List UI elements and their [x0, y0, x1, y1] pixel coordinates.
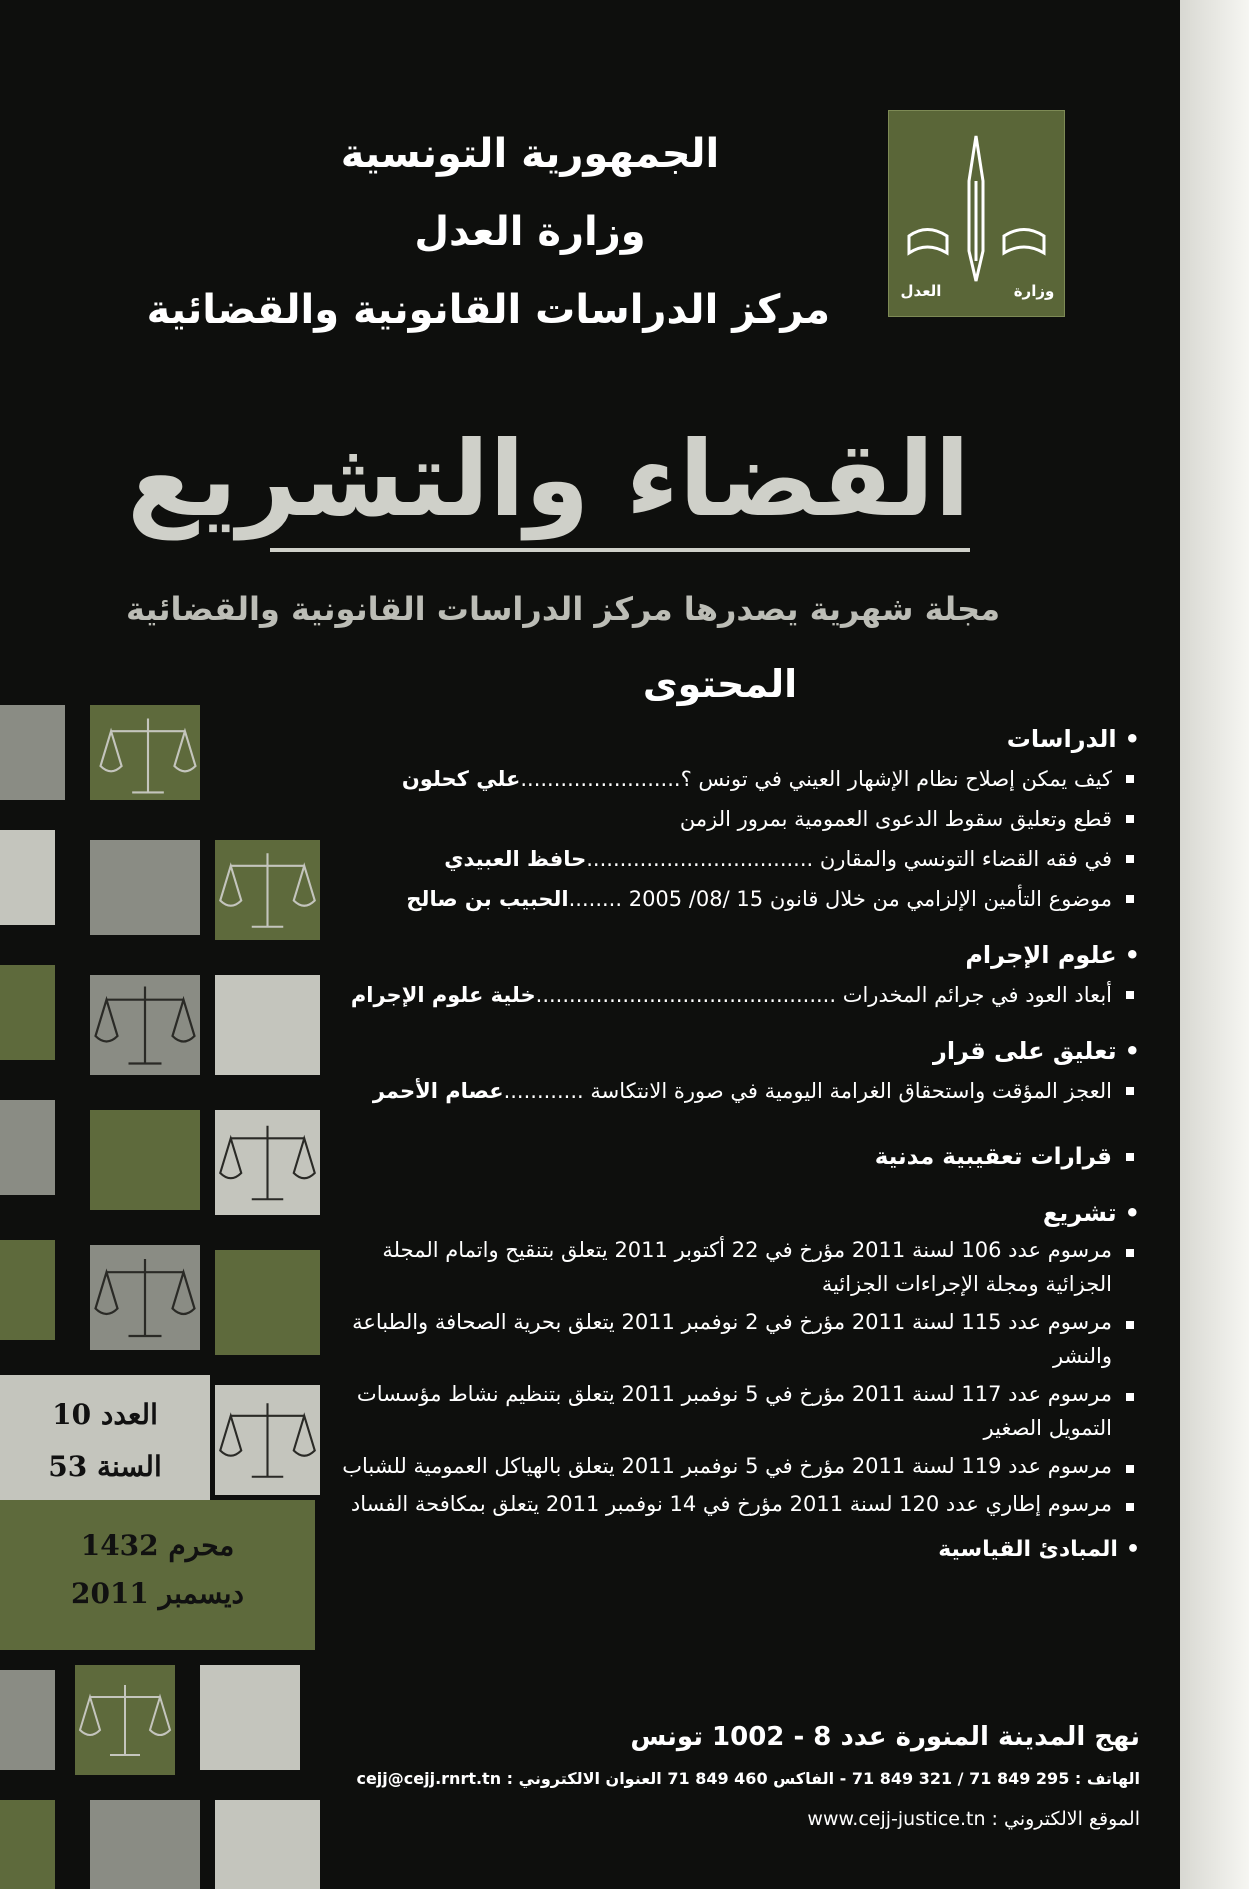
decor-tile	[0, 830, 55, 925]
decor-tile	[0, 1240, 55, 1340]
gregorian-date: ديسمبر 2011	[70, 1577, 244, 1610]
toc-item: مرسوم إطاري عدد 120 لسنة 2011 مؤرخ في 14 نوفمبر 2011 يتعلق بمكافحة الفساد	[330, 1487, 1140, 1521]
table-of-contents	[330, 715, 1140, 1568]
decor-tile	[90, 840, 200, 935]
issue-info	[0, 1375, 210, 1510]
toc-item: كيف يمكن إصلاح نظام الإشهار العيني في تونس ؟........................علي كحلون	[330, 759, 1140, 799]
pen-and-books-icon	[889, 111, 1064, 316]
decor-tile-scales	[215, 1110, 320, 1215]
issue-year: السنة 53	[48, 1450, 162, 1483]
decor-tile	[0, 965, 55, 1060]
scales-of-justice-icon	[75, 1665, 175, 1775]
decor-tile	[0, 1100, 55, 1195]
postal-address: نهج المدينة المنورة عدد 8 - 1002 تونس	[630, 1722, 1140, 1752]
article-author: علي كحلون	[401, 767, 521, 791]
country-name: الجمهورية التونسية	[340, 131, 720, 177]
scales-of-justice-icon	[215, 1385, 320, 1495]
scales-of-justice-icon	[215, 840, 320, 940]
publisher-header	[146, 115, 830, 349]
section-standard-principles: • المبادئ القياسية	[330, 1537, 1140, 1562]
section-studies: • الدراسات	[330, 725, 1140, 753]
scales-of-justice-icon	[215, 1110, 320, 1215]
emblem-left-text: وزارة	[1013, 282, 1055, 300]
decor-tile-scales	[215, 840, 320, 940]
article-author: الحبيب بن صالح	[406, 887, 569, 911]
toc-item: مرسوم عدد 119 لسنة 2011 مؤرخ في 5 نوفمبر 2011 يتعلق بالهياكل العمومية للشباب	[330, 1449, 1140, 1483]
issue-number: العدد 10	[52, 1398, 158, 1431]
decor-tile	[0, 1800, 55, 1889]
decor-tile	[0, 1670, 55, 1770]
toc-item: مرسوم عدد 117 لسنة 2011 مؤرخ في 5 نوفمبر 2011 يتعلق بتنظيم نشاط مؤسسات التمويل الصغير	[330, 1377, 1140, 1445]
article-author: خلية علوم الإجرام	[350, 983, 536, 1007]
decor-tile-scales	[75, 1665, 175, 1775]
toc-item: قطع وتعليق سقوط الدعوى العمومية بمرور الزمن	[330, 799, 1140, 839]
hijri-date: محرم 1432	[80, 1529, 235, 1562]
ministry-name: وزارة العدل	[414, 209, 646, 255]
toc-item: أبعاد العود في جرائم المخدرات .............................................خلية علوم الإجرام	[330, 975, 1140, 1015]
journal-subtitle: مجلة شهرية يصدرها مركز الدراسات القانونية والقضائية	[125, 590, 1000, 628]
decor-tile-scales	[90, 1245, 200, 1350]
article-author: عصام الأحمر	[372, 1079, 504, 1103]
website-line: الموقع الالكتروني : www.cejj-justice.tn	[807, 1808, 1140, 1830]
decor-tile	[90, 1110, 200, 1210]
page-edge	[1180, 0, 1249, 1889]
toc-item: العجز المؤقت واستحقاق الغرامة اليومية في صورة الانتكاسة ............عصام الأحمر	[330, 1071, 1140, 1111]
scales-of-justice-icon	[93, 708, 203, 803]
section-case-commentary: • تعليق على قرار	[330, 1037, 1140, 1065]
decor-tile-scales	[90, 975, 200, 1075]
contact-footer	[320, 1715, 1140, 1839]
contents-heading: المحتوى	[642, 662, 798, 706]
toc-item-civil-cassation: قرارات تعقيبية مدنية	[330, 1137, 1140, 1177]
decor-tile-scales	[215, 1385, 320, 1495]
article-author: حافظ العبيدي	[444, 847, 587, 871]
journal-title: القضاء والتشريع	[127, 418, 970, 540]
section-legislation: • تشريع	[330, 1199, 1140, 1227]
decor-tile-scales	[93, 708, 203, 803]
toc-item: مرسوم عدد 106 لسنة 2011 مؤرخ في 22 أكتوبر 2011 يتعلق بتنقيح واتمام المجلة الجزائية ومجلة الإجراءات الجزائية	[330, 1233, 1140, 1301]
toc-item: مرسوم عدد 115 لسنة 2011 مؤرخ في 2 نوفمبر 2011 يتعلق بحرية الصحافة والطباعة والنشر	[330, 1305, 1140, 1373]
scales-of-justice-icon	[90, 1245, 200, 1350]
issue-date	[0, 1500, 315, 1650]
decor-tile	[0, 705, 65, 800]
ministry-emblem	[888, 110, 1065, 317]
decor-tile	[215, 1250, 320, 1355]
decor-tile	[215, 1800, 320, 1889]
decor-tile	[200, 1665, 300, 1770]
emblem-right-text: العدل	[900, 282, 942, 300]
decor-tile	[215, 975, 320, 1075]
toc-item: في فقه القضاء التونسي والمقارن ..................................حافظ العبيدي	[330, 839, 1140, 879]
center-name: مركز الدراسات القانونية والقضائية	[146, 287, 830, 333]
decor-tile	[90, 1800, 200, 1889]
toc-item: موضوع التأمين الإلزامي من خلال قانون 15 /08/ 2005 ........الحبيب بن صالح	[330, 879, 1140, 919]
title-underline	[270, 548, 970, 552]
section-criminology: • علوم الإجرام	[330, 941, 1140, 969]
scales-of-justice-icon	[90, 975, 200, 1075]
contact-numbers: الهاتف : 295 849 71 / 321 849 71 - الفاكس 460 849 71 العنوان الالكتروني : cejj@cejj.rnrt.tn	[356, 1769, 1140, 1788]
